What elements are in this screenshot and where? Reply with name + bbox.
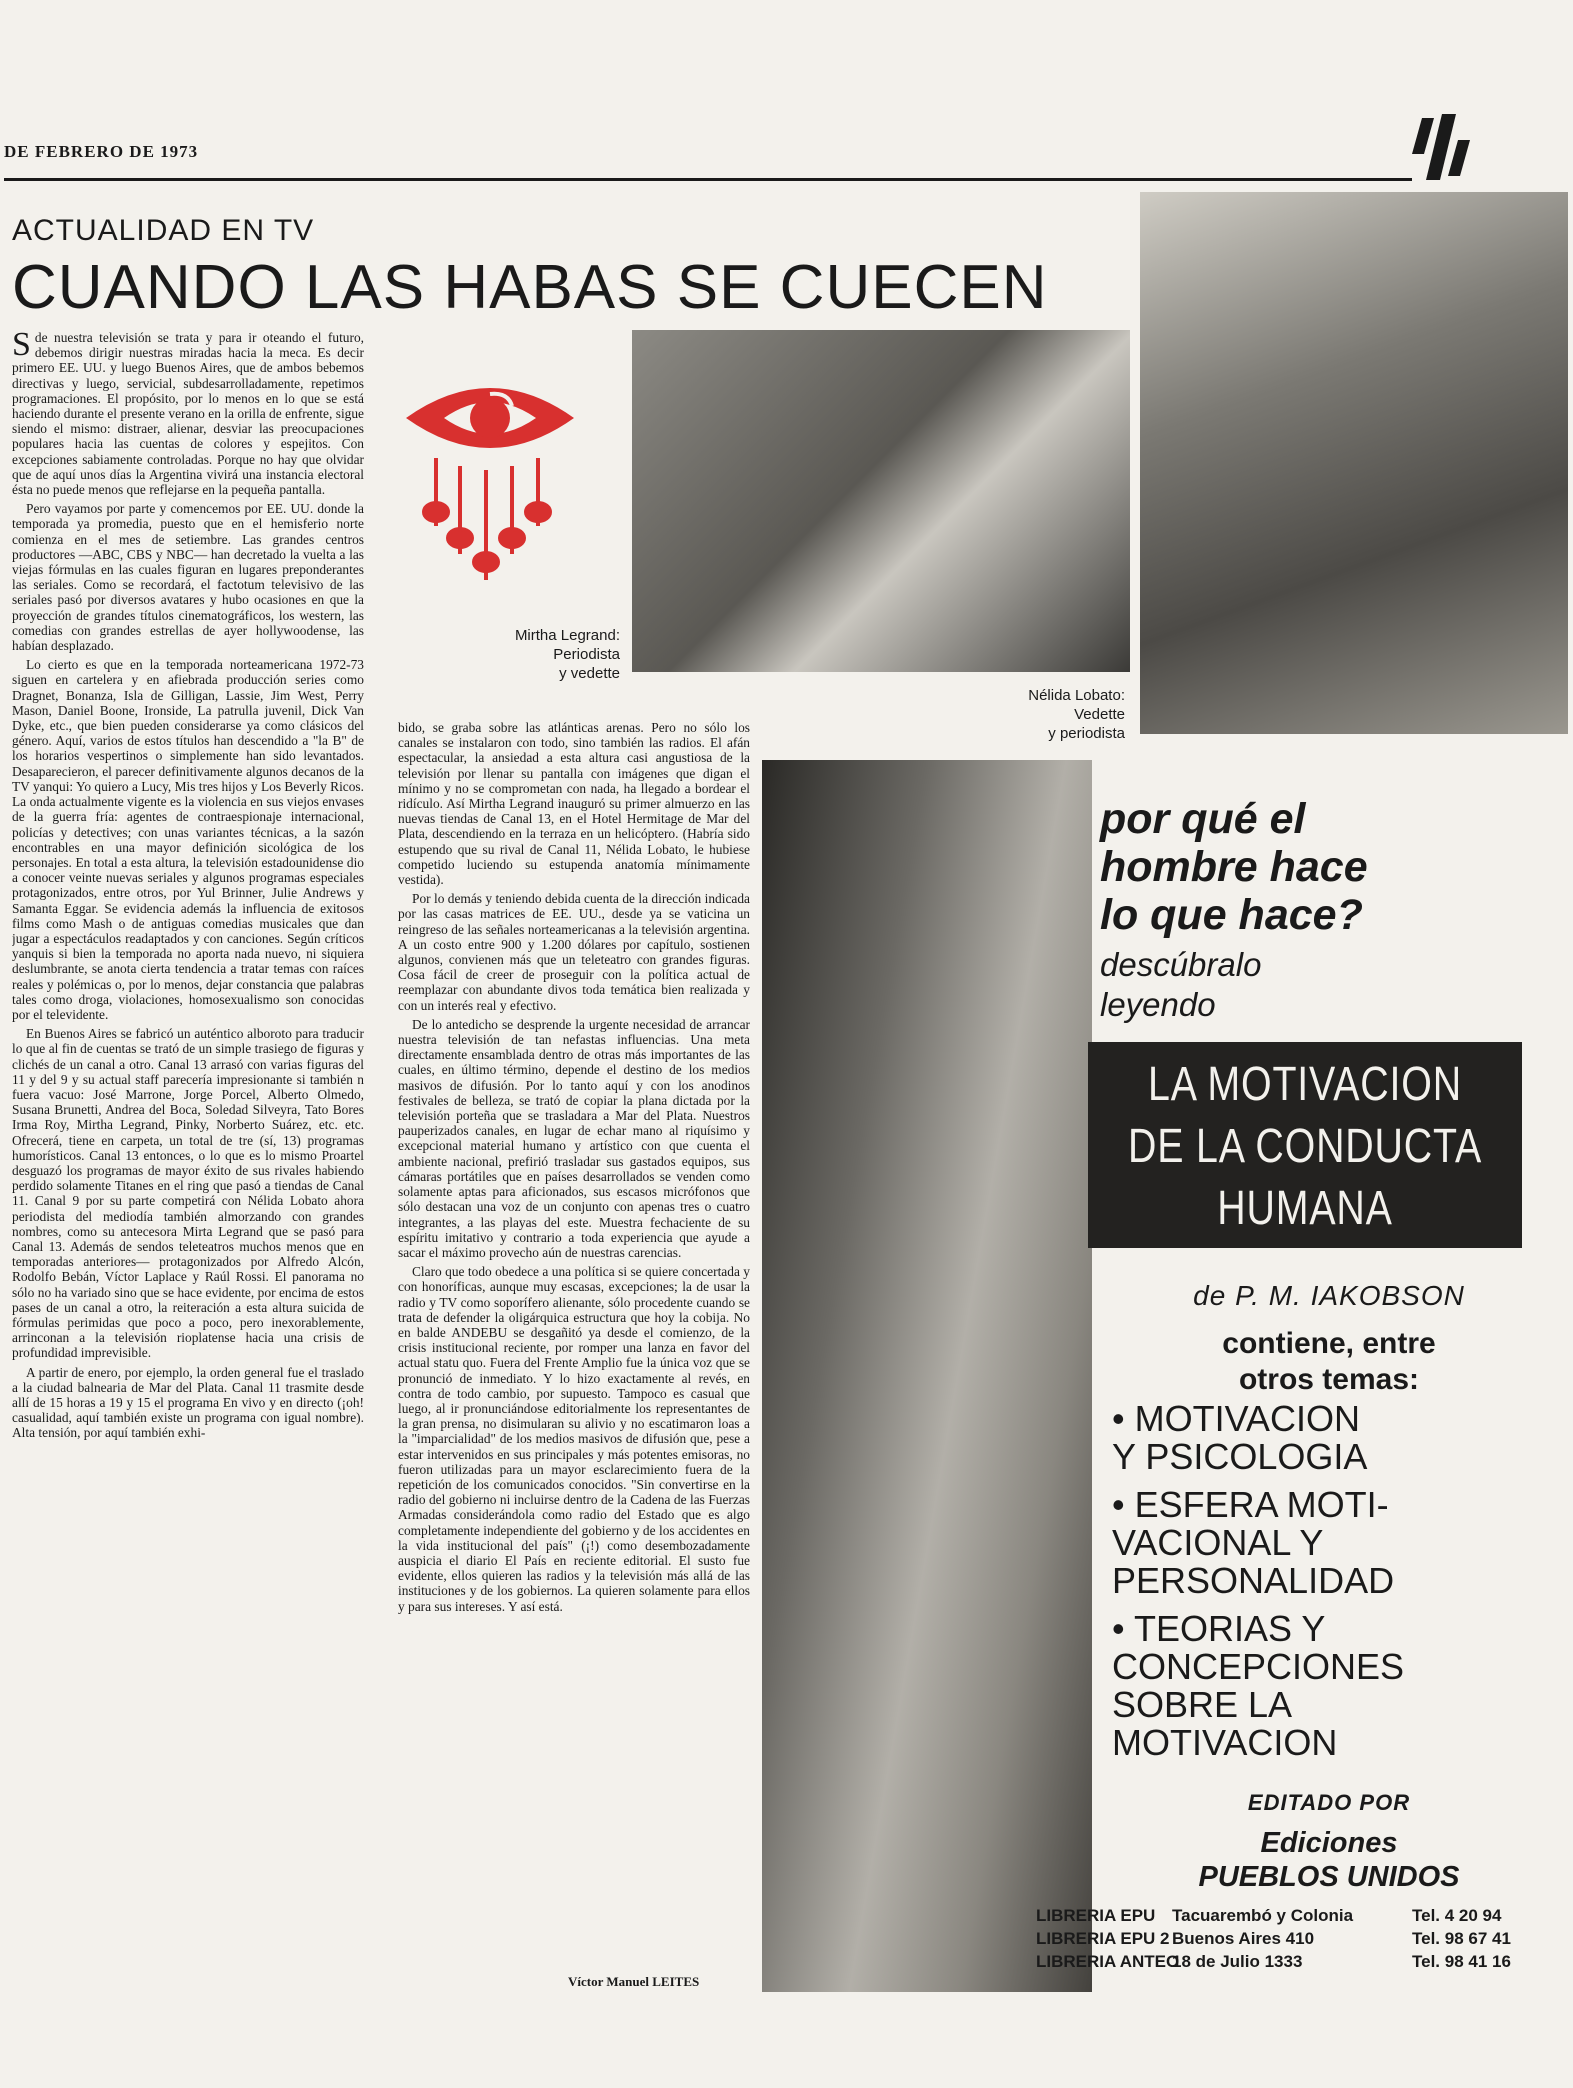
caption-line: Periodista <box>553 646 620 663</box>
ad-topic-line: Y PSICOLOGIA <box>1112 1436 1368 1477</box>
photo-nelida-lobato <box>1140 192 1568 734</box>
article-paragraph: De lo antedicho se desprende la urgente necesidad de arrancar nuestra televisión de tan nefastas influencias. Una meta directamente ensamblada dentro de otras más importantes de las cuales, en último término, depende el destino de los medios masivos de difusión. Por lo tanto aquí y con los anodinos festivales de belleza, se trató de copiar la plana dictada por la televisión porteña que se trasladara a Mar del Plata. Nuestros pauperizados canales, en lugar de echar mano al riquísimo y excepcional material humano y artístico con que cuenta el ambiente nacional, prefirió trasladar sus gastados equipos, sus cámaras portátiles que en países desarrollados se venden como solamente aptas para aficionados, sus escasos micrófonos que sólo destacan una voz de un conjunto con apenas tres o cuatro integrantes, a las playas del este. Muestra fechaciente de su espíritu imitativo y contrario a toda experiencia que ayude a sacar el máximo provecho aún de nuestras carencias. <box>398 1016 750 1260</box>
article-paragraph: Claro que todo obedece a una política si se quiere concertada y con honoríficas, aunque muy escasas, excepciones; la de usar la radio y TV como soporífero alienante, sólo procedente cuando se trata de defender la oligárquica estructura que hoy la cobija. No en balde ANDEBU se desgañitó ya desde el comienzo, de la crisis institucional reciente, por romper una lanza en favor del actual statu quo. Fuera del Frente Amplio fue la única voz que se pronunció de inmediato. Y lo hizo exactamente al revés, en contra de todo cambio, por supuesto. Tampoco es casual que luego, al ir pronunciándose editorialmente los representantes de la gran prensa, no disimularan su alivio y no escatimaron loas a la "imparcialidad" de los medios masivos de difusión que, pese a estar intervenidos en sus principales y más potentes emisoras, no fueron utilizadas para un mayor esclarecimiento fuera de la repetición de los comunicados conocidos. "Sin convertirse en la radio del gobierno ni incluirse dentro de la Cadena de las Fuerzas Armadas considerándola como radio del Estado que es algo completamente independiente del gobierno y de los accidentes en la vida institucional del país" (¡!) como desembozadamente auspicia el diario El País en reciente editorial. El susto fue evidente, ellos quieren las radios y la televisión más allá de las instituciones y de los gobiernos. La quieren solamente para ellos y para sus intereses. Y así está. <box>398 1264 750 1614</box>
shop-phone: Tel. 98 67 41 <box>1412 1929 1511 1948</box>
photo-mirtha-legrand <box>632 330 1130 672</box>
ad-topic-line: CONCEPCIONES <box>1112 1646 1405 1687</box>
ad-question <box>1100 795 1368 939</box>
bookshop-row <box>1036 1904 1556 1927</box>
ad-topic-line: VACIONAL Y <box>1112 1522 1324 1563</box>
article-paragraph: Pero vayamos por parte y comencemos por EE. UU. donde la temporada ya promedia, puesto que en el hemisferio norte comienza en el mes de setiembre. Las grandes centros productores —ABC, CBS y NBC— han decretado la vuelta a las viejas fórmulas en las cuales figuran en lugares preponderantes las seriales. Como se recordará, el factotum televisivo de las seriales pasó por diversos avatares y hubo ocasiones en que la proyección de grandes títulos cinematográficos, los western, las comedias con grandes estrellas de ayer hollywoodense, las habían desplazado. <box>12 501 364 654</box>
article-paragraph: En Buenos Aires se fabricó un auténtico alboroto para traducir lo que al fin de cuentas se trató de un simple trasiego de figuras y clichés de un canal a otro. Canal 13 arrasó con varias figuras del 11 y del 9 y su actual staff parecería impresionante si también n fuera vacuo: José Marrone, Jorge Porcel, Alberto Olmedo, Susana Brunetti, Andrea del Boca, Soledad Silveyra, Tato Bores Irma Roy, Mirtha Legrand, Pinky, Norberto Suárez, etc. etc. Ofrecerá, tiene en carpeta, un total de tre (sí, 13) programas humorísticos. Canal 13 entonces, o lo que es lo mismo Proartel desguazó los programas de mayor éxito de sus rivales habiendo perdido solamente Titanes en el ring que pasó a tiendas de Canal 11. Canal 9 por su parte competirá con Nélida Lobato ahora periodista del mediodía también almorzando con grandes nombres, como su antecesora Mirta Legrand que se pasó para Canal 13. Además de sendos teleteatros muchos menos que en temporadas anteriores— protagonizados por Alfredo Alcón, Rodolfo Bebán, Víctor Laplace y Raúl Rossi. El panorama no sólo no ha variado sino que se hace evidente, por encima de estos pases de un canal a otro, la reiteración a esta altura suicida de fórmulas perimidas que poco a poco, pero inexorablemente, arrinconan a la televisión rioplatense hacia una crisis de profundidad imprevisible. <box>12 1026 364 1361</box>
article-paragraph: de nuestra televisión se trata y para ir oteando el futuro, debemos dirigir nuestras miradas hacia la meca. Es decir primero EE. UU. y luego Buenos Aires, que de ambos bebemos directivas y luego, servicial, subdesarrolladamente, repetimos programaciones. El propósito, por lo menos en lo que se está haciendo durante el presente verano en la orilla de enfrente, sigue siendo el mismo: distraer, alienar, desviar las preocupaciones populares hacia las cuentas de colores y espejitos. Con excepciones sabiamente controladas. Porque no hay que olvidar que de aquí unos días la Argentina vivirá una instancia electoral ésta no puede menos que reflejarse en la pequeña pantalla. <box>12 330 364 498</box>
shop-name: LIBRERIA ANTEO <box>1036 1952 1180 1971</box>
dropcap: S <box>12 330 31 363</box>
shop-phone: Tel. 98 41 16 <box>1412 1952 1511 1971</box>
photo-caption-2 <box>940 686 1125 743</box>
publisher-line: PUEBLOS UNIDOS <box>1198 1861 1460 1893</box>
book-title-line: LA MOTIVACION <box>1148 1058 1462 1111</box>
photo-caption-1 <box>440 626 620 683</box>
caption-line: y vedette <box>559 665 620 682</box>
caption-line: Vedette <box>1074 706 1125 723</box>
ad-discover-line: leyendo <box>1100 986 1216 1023</box>
ad-discover-line: descúbralo <box>1100 946 1262 983</box>
article-column-2 <box>398 720 750 1990</box>
ad-contains-line: contiene, entre <box>1222 1327 1436 1360</box>
publisher <box>1092 1826 1566 1894</box>
page-corner-logo <box>1408 110 1478 185</box>
ad-question-line: por qué el <box>1100 795 1306 843</box>
ad-discover <box>1100 945 1261 1025</box>
article-paragraph: A partir de enero, por ejemplo, la orden general fue el traslado a la ciudad balnearia de Mar del Plata. Canal 11 trasmite desde allí de 15 horas a 19 y 15 el programa En vivo y en directo (¡oh! casualidad, aquí también existe un programa con igual nombre). Alta tensión, por aquí también exhi- <box>12 1364 364 1441</box>
publisher-line: Ediciones <box>1260 1827 1398 1859</box>
bookshop-row <box>1036 1927 1556 1950</box>
shop-address: Tacuarembó y Colonia <box>1172 1906 1354 1925</box>
caption-line: Mirtha Legrand: <box>514 627 620 644</box>
dateline: DE FEBRERO DE 1973 <box>4 142 199 161</box>
book-title-line: HUMANA <box>1217 1182 1393 1235</box>
book-title-line: DE LA CONDUCTA <box>1127 1120 1483 1173</box>
eye-tears-illustration <box>400 362 580 594</box>
shop-address: Buenos Aires 410 <box>1172 1929 1315 1948</box>
ad-topic <box>1112 1486 1562 1600</box>
ad-topic-line: PERSONALIDAD <box>1112 1560 1395 1601</box>
header-rule <box>4 178 1412 181</box>
bookshop-list <box>1036 1904 1556 1973</box>
ad-topic-line: • TEORIAS Y <box>1112 1608 1326 1649</box>
article-paragraph: bido, se graba sobre las atlánticas arenas. Pero no sólo los canales se instalaron con todo, sino también las radios. El afán espectacular, la ansiedad a esta altura casi angustiosa de la televisión por llenar su pantalla con imágenes que digan el mínimo y no se comprometan con nada, ha llegado a bordear el ridículo. Así Mirtha Legrand inauguró su primer almuerzo en las nuevas tiendas de Canal 13, en el Hotel Hermitage de Mar del Plata, descendiendo en la terraza en un helicóptero. (Habría sido estupendo que su rival de Canal 11, Nélida Lobato, le hubiese competido luciendo su estupenda anatomía mínimamente vestida). <box>398 720 750 888</box>
ad-topic <box>1112 1610 1562 1762</box>
shop-address: 18 de Julio 1333 <box>1172 1952 1303 1971</box>
page-title: CUANDO LAS HABAS SE CUECEN <box>12 253 1048 322</box>
ad-question-line: lo que hace? <box>1100 891 1363 939</box>
shop-phone: Tel. 4 20 94 <box>1412 1906 1502 1925</box>
ad-topic-line: MOTIVACION <box>1112 1722 1338 1763</box>
ad-question-line: hombre hace <box>1100 843 1368 891</box>
caption-line: Nélida Lobato: <box>1028 687 1125 704</box>
ad-topic-list <box>1112 1400 1562 1772</box>
ad-topic-line: • ESFERA MOTI- <box>1112 1484 1389 1525</box>
ad-contains-line: otros temas: <box>1238 1363 1420 1396</box>
advert-face-photo <box>762 760 1098 1992</box>
book-author: de P. M. IAKOBSON <box>1193 1280 1465 1311</box>
ad-topic-line: SOBRE LA <box>1112 1684 1293 1725</box>
book-title-box <box>1088 1042 1522 1248</box>
section-label: ACTUALIDAD EN TV <box>12 214 315 247</box>
shop-name: LIBRERIA EPU <box>1036 1906 1156 1925</box>
shop-name: LIBRERIA EPU 2 <box>1036 1929 1170 1948</box>
edited-by: EDITADO POR <box>1247 1790 1411 1815</box>
ad-topic <box>1112 1400 1562 1476</box>
bookshop-row <box>1036 1950 1556 1973</box>
article-paragraph: Por lo demás y teniendo debida cuenta de la dirección indicada por las casas matrices de EE. UU., desde ya se vaticina un reingreso de las señales norteamericanas a la televisión argentina. A un costo entre 900 y 1.200 dólares por capítulo, sostienen algunos, convienen más que un teleteatro con grandes figuras. Cosa fácil de creer de proseguir con la política actual de reemplazar con abundante divos toda temática bien realizada y con un interés real y efectivo. <box>398 891 750 1013</box>
ad-contains <box>1092 1326 1566 1398</box>
article-paragraph: Lo cierto es que en la temporada norteamericana 1972-73 siguen en cartelera y en afiebrada producción series como Dragnet, Bonanza, Isla de Gilligan, Lassie, Jim West, Perry Mason, Daniel Boone, Ironside, La patrulla juvenil, Dick Van Dyke, etc., que bien pueden considerarse ya como clásicos del género. Aquí, varios de estos títulos han descendido a "la B" de los horarios vespertinos o simplemente han sido levantados. Desaparecieron, el parecer definitivamente algunos decanos de la TV yanqui: Yo quiero a Lucy, Mis tres hijos y Los Beverly Ricos. La onda actualmente vigente es la violencia en sus viejos envases de la guerra fría: agentes de contraespionaje internacional, policías y detectives; con unas variantes técnicas, a la sazón encontrables en una mayor definición sicológica de los personajes. En total a esta altura, la televisión estadounidense dio a conocer veinte nuevas seriales y algunos programas especiales protagonizados, entre otros, por Yul Brinner, Julie Andrews y Samanta Eggar. Se evidencia además la influencia de exitosos films como Mash o de antiguas comedias musicales que dan jugar a espectáculos readaptados y con canciones. Según críticos yanquis si bien la temporada no aporta nada nuevo, ni siquiera deslumbrante, se anota cierta tendencia a tratar temas con raíces reales y polémicas o, por lo menos, dejar constancia que palabras tales como droga, violaciones, homosexualismo son conocidas por el televidente. <box>12 657 364 1022</box>
ad-topic-line: • MOTIVACION <box>1112 1398 1360 1439</box>
article-column-1 <box>12 330 364 1990</box>
author-signature: Víctor Manuel LEITES <box>568 1974 700 1989</box>
caption-line: y periodista <box>1048 725 1125 742</box>
